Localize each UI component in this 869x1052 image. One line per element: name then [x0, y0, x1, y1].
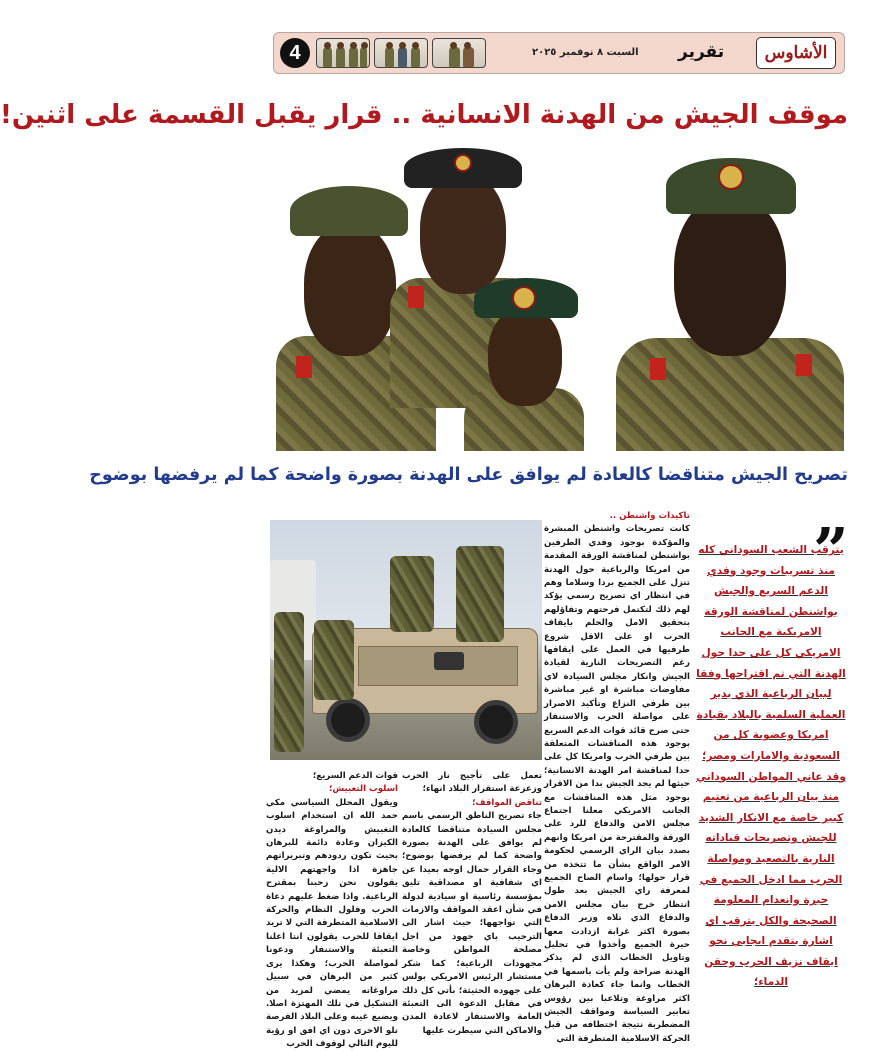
page-header — [273, 32, 845, 74]
subheading-washington: تاكيدات واشنطن .. — [609, 511, 690, 521]
body-paragraph-3: جاء تصريح الناطق الرسمي باسم مجلس السيادة متناقضا كالعادة لم يوافق على الهدنة بصورة واضحة كما لم يرفضها بوضوح؛ وجاء القرار حمال اوجه بعيدا عن اي شفافية او مصداقية تليق بمؤسسة رئاسية او سيادية لدولة في شأن اعقد المواقف والازمات التي تواجهها؛ حيث اشار الى الترحيب باي جهود من اجل مصلحة المواطن وخاصة مجهودات الرباعية؛ كما شكر مستشار الرئيس الامريكي بولس على جهوده الحثيثة؛ بأتي كل ذلك في مقابل الدعوة الى التعبئة العامة والاستنفار لاعادة المدن والاماكن التي سيطرت عليها — [402, 811, 542, 1036]
photo-soldiers-truck — [270, 520, 542, 760]
body-column-middle-right — [544, 510, 690, 1044]
header-thumbnail-1 — [316, 38, 370, 68]
article-headline: موقف الجيش من الهدنة الانسانية .. قرار يقبل القسمة على اثنين! — [0, 100, 848, 130]
header-thumbnail-3 — [432, 38, 486, 68]
body-paragraph-1: كانت تصريحات واشنطن المبشرة والمؤكدة بوجود وفدي الطرفين بواشنطن لمناقشة الورقة المقدمة من امريكا والرباعية حول الهدنة تنزل على الجميع بردا وسلاما وهم في انتظار اي تصريح رسمي يؤكد لهم ذلك لتكتمل فرحتهم وتفاؤلهم بتحقيق الامل والحلم بايقاف الحرب او على الاقل شروع طرفيها في العمل على ايقافها رغم التصريحات النارية لقيادة الجيش وانكار مجلس السيادة لاي مفاوضات مباشرة او غير مباشرة بين طرفي النزاع وتأكيد الاصرار على مواصلة الحرب والاستنفار حتى صرح قائد قوات الدعم السريع بوجود هذه المناقشات المتعلقة بين طرفي الحرب وامريكا كل على حدا لمناقشة امر الهدنة الانسانية؛ حيثها لم يجد الجيش بدا من الاقرار بوجود مثل هذه المناقشات مع الجانب الامريكي معلنا اجتماع مجلس الامن والدفاع للرد على الورقة والمقترحة من امريكا وانهم بصدد بيان الراي الرسمي لحكومة الامر الواقع بشأن ما تتخذه من قرار حولها؛ واسام الصاح الجميع لمعرفة راي الجيش بعد طول انتظار خرج بيان مجلس الامن والدفاع الذي تلاه وزير الدفاع بصورة اكثر غرابة ازدادت معها حيرة الجميع وأخذوا في تحليل وتاويل الخطاب الذي لم يذكر الهدنة صراحة ولم يأت باسمها في الخطاب وانما جاء كعادة البرهان اكثر مراوغة وتلاعبا بين رؤوس تعابير السياسة ومواقف الجيش المضطربة نتيجة اختطافه من قبل الحركة الاسلامية المتطرفة التي — [544, 524, 690, 1044]
portrait-center — [464, 278, 584, 451]
issue-date: السبت ٨ نوفمبر ٢٠٢٥ — [532, 47, 639, 58]
page-number: 4 — [280, 38, 310, 68]
body-column-left — [266, 770, 398, 1050]
main-photo-army-leaders — [276, 148, 844, 451]
section-title: تقرير — [678, 42, 725, 62]
body-paragraph-4: قوات الدعم السريع؛ — [312, 771, 398, 781]
header-thumbnail-2 — [374, 38, 428, 68]
subheading-tactics: اسلوب التغبيش؛ — [328, 784, 398, 795]
body-paragraph-2: تعمل على تأجيج نار الحرب وزعزعة استقرار البلاد انهاء؛ — [402, 771, 542, 795]
pull-quote: يترقب الشعب السوداني كله منذ تسريبات وجود وفدي الدعم السريع والجيش بواشنطن لمناقشة الورقة الامريكية مع الجانب الامريكي كل على حدا حول الهدنة التي تم اقتراحها وفقا لبيان الرباعية الذي يدير العملية السلمية بالبلاد بقيادة امريكا وعضوية كل من السعودية والامارات ومصر؛ وقد عاني المواطن السوداني منذ بيان الرباعية من تعتيم كبير خاصة مع الانكار الشديد للجيش وتصريحات قياداته النارية بالتصعيد ومواصلة الحرب مما ادخل الجميع في حيرة وانعدام المعلومة الصحيحة والكل يترقب اي اشارة بتقدم ايجابي نحو ايقاف نزيف الحرب وحقن الدماء؛ — [696, 544, 846, 989]
body-column-middle — [402, 770, 542, 1036]
subheading-contradiction: تناقض المواقف؛ — [472, 797, 542, 808]
body-paragraph-5: ويقول المحلل السياسي مكي حمد الله ان استخدام اسلوب التغبيش والمراوغة ديدن الكيزان وعادة دائمة للبرهان بحيث تكون ردودهم وتبريراتهم جاهزة اذا واجهتهم الالية يقولون نحن رحبنا بمقترح الرباعية. واذا ضغط عليهم دعاة الحرب وفلول النظام والحركة الاسلامية المتطرفة التي لا تريد ايقافا للحرب يقولون انتا اعلنا التعبئة والاستنفار ودعونا لمواصلة الحرب؛ وهكذا يرى كثير من البرهان في سبيل مراوغاته يمضي لمزيد من التشكيل في تلك المهتزة اصلا. ويضيع غيبه وعلى البلاد الفرصة تلو الاخرى دون اي افق او رؤية لليوم التالي لوقوف الحرب — [266, 797, 398, 1050]
portrait-right — [606, 148, 844, 451]
quote-mark-icon: ” — [813, 514, 849, 587]
article-subheadline: تصريح الجيش متناقضا كالعادة لم يوافق على الهدنة بصورة واضحة كما لم يرفضها بوضوح — [89, 465, 848, 485]
newspaper-logo: الأشاوس — [756, 37, 836, 69]
